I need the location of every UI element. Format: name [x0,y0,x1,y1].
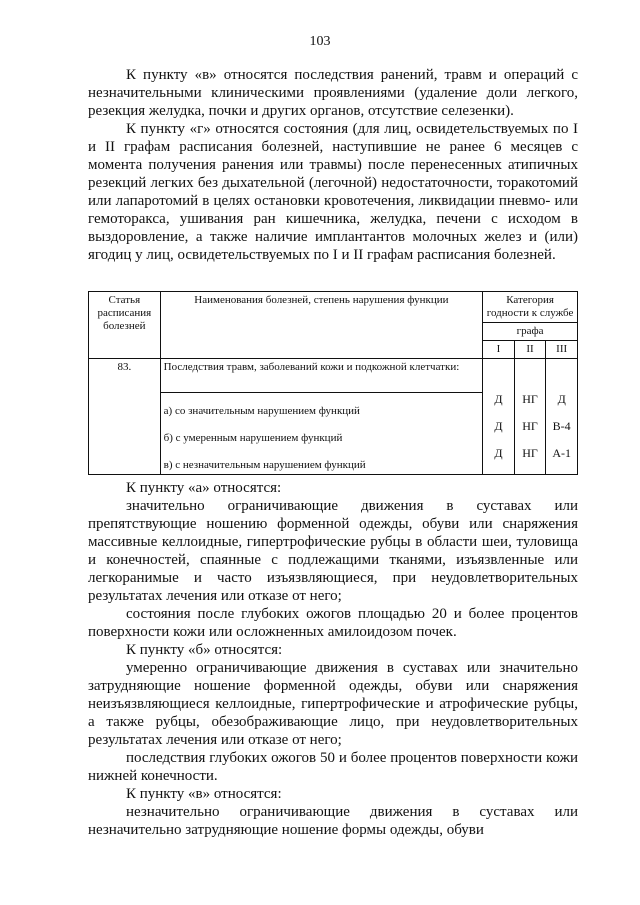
paragraph-point-v: К пункту «в» относятся последствия ранений, травм и операций с незначительными клиническими проявлениями (удаление доли легкого, резекция желудка, почки и других органов, отсутствие селезенки). [88,67,578,119]
table-row [89,359,578,393]
cat-b-g2: НГ [522,419,538,433]
article-title: Последствия травм, заболеваний кожи и подкожной клетчатки: [160,359,482,393]
table-header-row [89,292,578,323]
cat-c-g1: Д [494,446,503,460]
graph-2-column [514,359,546,475]
cat-c-g3: А-1 [552,446,572,460]
header-graph: графа [483,323,578,341]
paragraph: последствия глубоких ожогов 50 и более процентов поверхности кожи нижней конечности. [88,750,578,784]
header-graph-3: III [546,341,578,359]
cat-a-g1: Д [494,392,503,406]
header-article: Статья расписания болезней [89,292,161,359]
cat-b-g3: В-4 [552,419,571,433]
paragraph: незначительно ограничивающие движения в суставах или незначительно затрудняющие ношение формы одежды, обуви [88,804,578,838]
intro-text [88,66,578,264]
after-table-text [88,479,578,839]
cat-c-g2: НГ [522,446,538,460]
cat-a-g3: Д [557,392,566,406]
cat-b-g1: Д [494,419,503,433]
article-number: 83. [89,359,161,475]
graph-1-column [483,359,515,475]
header-name: Наименования болезней, степень нарушения функции [160,292,482,359]
paragraph: К пункту «в» относятся: [126,786,282,802]
header-graph-1: I [483,341,515,359]
item-c-label: в) с незначительным нарушением функций [160,447,482,475]
paragraph-point-g: К пункту «г» относятся состояния (для лиц, освидетельствуемых по I и II графам расписания болезней, наступившие не ранее 6 месяцев с момента получения ранения или травмы) после перенесенных атипичных резекций легких без дыхательной (легочной) недостаточности, торакотомий или лапаротомий в целях остановки кровотечения, ликвидации пневмо- или гемоторакса, ушивания ран кишечника, желудка, печени с исходом в выздоровление, а также наличие имплантантов молочных желез и (или) ягодиц у лиц, освидетельствуемых по I и II графам расписания болезней. [88,121,578,263]
graph-3-column [546,359,578,475]
paragraph: значительно ограничивающие движения в суставах или препятствующие ношению форменной одежды, обуви или снаряжения массивные келлоидные, гипертрофические рубцы в области шеи, туловища и конечностей, спаянные с подлежащими тканями, изъязвленные или легкоранимые и часто изъязвляющиеся, при неудовлетворительных результатах лечения или отказе от него; [88,498,578,604]
page-number: 103 [309,34,331,49]
paragraph: К пункту «а» относятся: [126,480,282,496]
item-b-label: б) с умеренным нарушением функций [160,420,482,447]
paragraph: состояния после глубоких ожогов площадью 20 и более процентов поверхности кожи или осложненных амилоидозом почек. [88,606,578,640]
header-graph-2: II [514,341,546,359]
paragraph: К пункту «б» относятся: [126,642,283,658]
item-a-label: а) со значительным нарушением функций [160,392,482,420]
paragraph: умеренно ограничивающие движения в суставах или значительно затрудняющие ношение форменной одежды, обуви или снаряжения неизъязвляющиеся келлоидные, гипертрофические и атрофические рубцы, а также рубцы, обезображивающие лицо, при неудовлетворительных результатах лечения или отказе от него; [88,660,578,748]
header-category: Категория годности к службе [483,292,578,323]
cat-a-g2: НГ [522,392,538,406]
diseases-table [88,291,578,475]
